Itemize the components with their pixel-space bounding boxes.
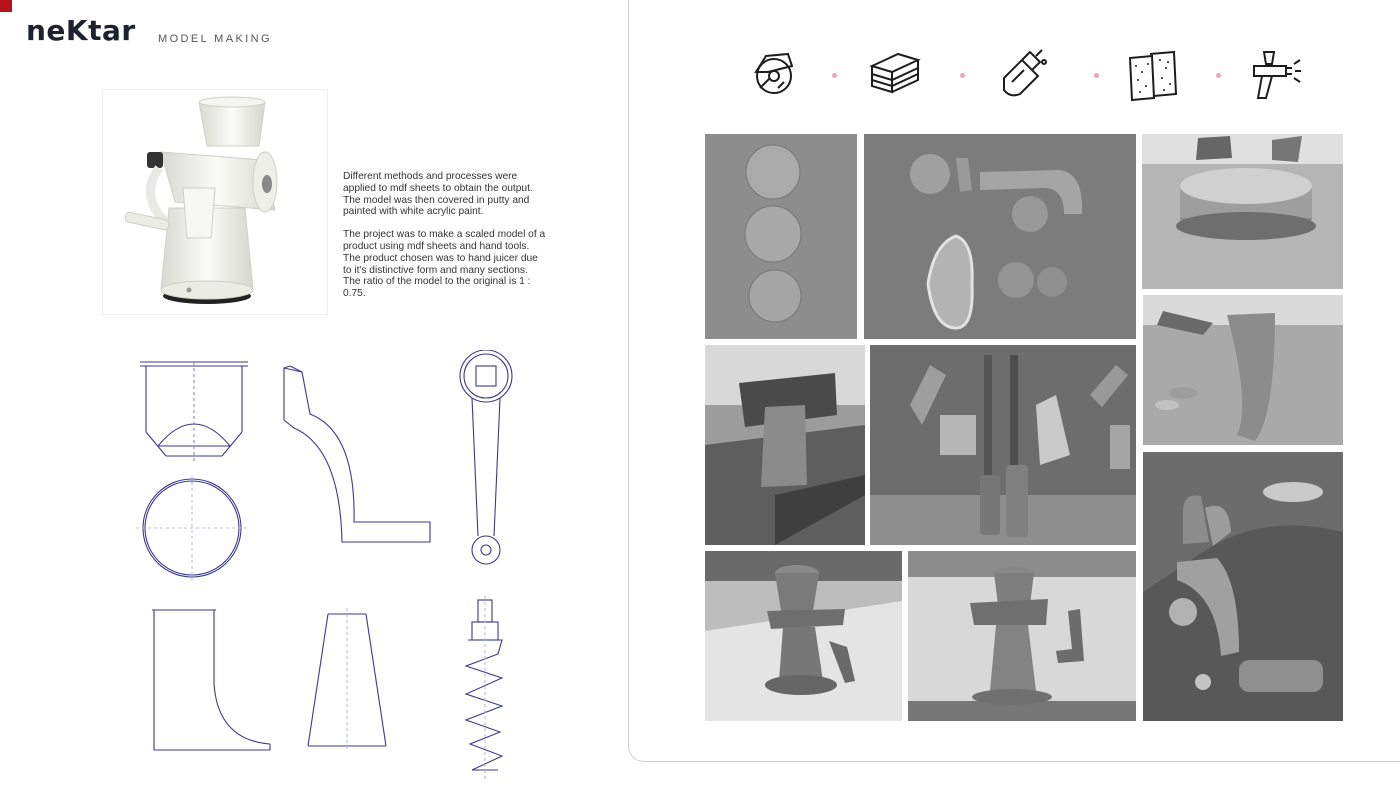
tools-row: [748, 48, 1308, 104]
drawing-handle-top: [452, 350, 524, 566]
drawing-cone-front: [300, 606, 394, 752]
photo-clamped-block: [705, 345, 865, 545]
photo-base-disc: [1142, 134, 1343, 289]
photo-handle-detail: [1143, 452, 1343, 721]
drawing-hopper: [136, 352, 252, 462]
product-photo: [102, 89, 328, 315]
photo-cut-parts: [864, 134, 1136, 339]
photo-curved-piece: [1143, 295, 1343, 445]
tools-separator-dot: [1094, 73, 1099, 78]
brand-title: neKtar: [26, 14, 136, 47]
sandpaper-icon: [1126, 48, 1180, 102]
glue-bottle-icon: [996, 48, 1050, 102]
drawing-cone-side: [146, 604, 274, 754]
tools-separator-dot: [960, 73, 965, 78]
description: [343, 171, 548, 311]
tools-separator-dot: [1216, 73, 1221, 78]
mdf-sheets-icon: [868, 48, 922, 102]
description-paragraph-1: Different methods and processes were applied to mdf sheets to obtain the output. The model was then covered in putty and painted with white acrylic paint.: [343, 171, 533, 218]
drawing-crank-arm: [280, 362, 434, 548]
drawing-circle: [136, 476, 248, 582]
left-page: [0, 0, 628, 787]
photo-assembled-model-2: [908, 551, 1136, 721]
photo-workbench-tools: [870, 345, 1136, 545]
drawing-screw: [454, 594, 518, 782]
circular-saw-icon: [748, 48, 802, 102]
photo-mdf-discs: [705, 134, 857, 339]
spray-gun-icon: [1248, 48, 1302, 102]
photo-assembled-model-1: [705, 551, 902, 721]
description-paragraph-2: The project was to make a scaled model of a product using mdf sheets and hand tools. The product chosen was to hand juicer due to it's distinctive form and many sections. The ratio of the model to the original is 1 : 0.75.: [343, 229, 546, 300]
section-title: MODEL MAKING: [158, 33, 272, 45]
tools-separator-dot: [832, 73, 837, 78]
corner-mark: [0, 0, 12, 12]
